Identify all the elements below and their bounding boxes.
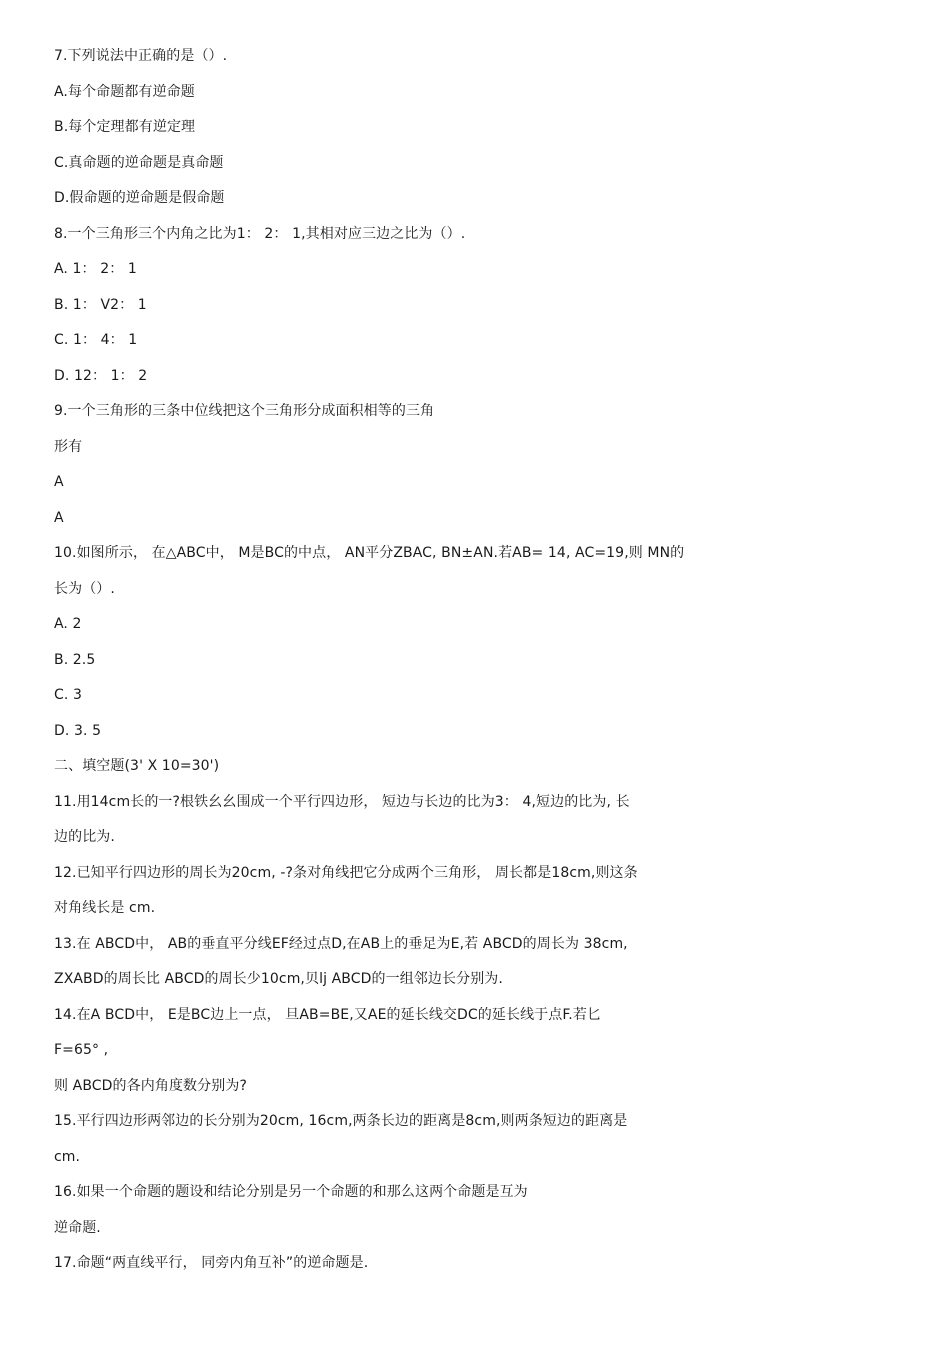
question-7-option-b: B.每个定理都有逆定理 — [54, 119, 196, 135]
question-11-stem-cont: 边的比为. — [54, 829, 115, 845]
question-8-option-a: A. 1： 2： 1 — [54, 261, 137, 277]
question-8-option-d: D. 12： 1： 2 — [54, 367, 148, 384]
question-14-stem: 14.在A BCD中， E是BC边上一点， 旦AB=BE,又AE的延长线交DC的延长线于点F.若匕 — [54, 1006, 602, 1023]
question-10-stem: 10.如图所示， 在△ABC中， M是BC的中点， AN平分ZBAC, BN±AN.若AB= 14, AC=19,则 MN的 — [54, 545, 685, 561]
question-16-stem: 16.如果一个命题的题设和结论分别是另一个命题的和那么这两个命题是互为 — [54, 1184, 528, 1200]
question-15-stem: 15.平行四边形两邻边的长分别为20cm, 16cm,两条长边的距离是8cm,则两条短边的距离是 — [54, 1113, 628, 1129]
question-7-option-a: A.每个命题都有逆命题 — [54, 83, 195, 100]
question-12-stem-cont: 对角线长是 cm. — [54, 900, 156, 916]
question-8-option-b: B. 1： V2： 1 — [54, 296, 147, 313]
question-9-stem-cont: 形有 — [54, 438, 83, 455]
question-14-stem-cont: F=65° , — [54, 1042, 109, 1058]
question-12-stem: 12.已知平行四边形的周长为20cm, -?条对角线把它分成两个三角形， 周长都是18cm,则这条 — [54, 864, 638, 881]
question-16-stem-cont: 逆命题. — [54, 1219, 101, 1236]
question-8-option-c: C. 1： 4： 1 — [54, 332, 138, 348]
question-13-stem-cont: ZXABD的周长比 ABCD的周长少10cm,贝lj ABCD的一组邻边长分别为. — [54, 971, 503, 987]
question-7-option-c: C.真命题的逆命题是真命题 — [54, 154, 224, 171]
question-11-stem: 11.用14cm长的一?根铁幺幺围成一个平行四边形， 短边与长边的比为3： 4,短边的比为, 长 — [54, 793, 630, 810]
question-15-stem-cont: cm. — [54, 1148, 81, 1165]
question-10-option-a: A. 2 — [54, 616, 82, 632]
section-heading: 二、填空题(3' X 10=30') — [54, 758, 220, 774]
question-10-option-c: C. 3 — [54, 687, 82, 703]
question-7-stem: 7.下列说法中正确的是（）. — [54, 48, 228, 64]
question-10-stem-cont: 长为（）. — [54, 580, 115, 597]
question-10-option-b: B. 2.5 — [54, 651, 96, 668]
question-10-option-d: D. 3. 5 — [54, 722, 102, 739]
question-13-stem: 13.在 ABCD中， AB的垂直平分线EF经过点D,在AB上的垂足为E,若 ABCD的周长为 38cm, — [54, 935, 628, 952]
question-8-stem: 8.一个三角形三个内角之比为1： 2： 1,其相对应三边之比为（）. — [54, 225, 466, 242]
question-14-stem-cont-2: 则 ABCD的各内角度数分别为? — [54, 1077, 247, 1094]
question-9-fragment-1: A — [54, 474, 64, 490]
question-9-stem: 9.一个三角形的三条中位线把这个三角形分成面积相等的三角 — [54, 403, 435, 419]
question-7-option-d: D.假命题的逆命题是假命题 — [54, 190, 225, 206]
question-17-stem: 17.命题“两直线平行， 同旁内角互补”的逆命题是. — [54, 1255, 369, 1271]
document-page — [54, 43, 914, 1286]
question-9-fragment-2: A — [54, 509, 64, 526]
